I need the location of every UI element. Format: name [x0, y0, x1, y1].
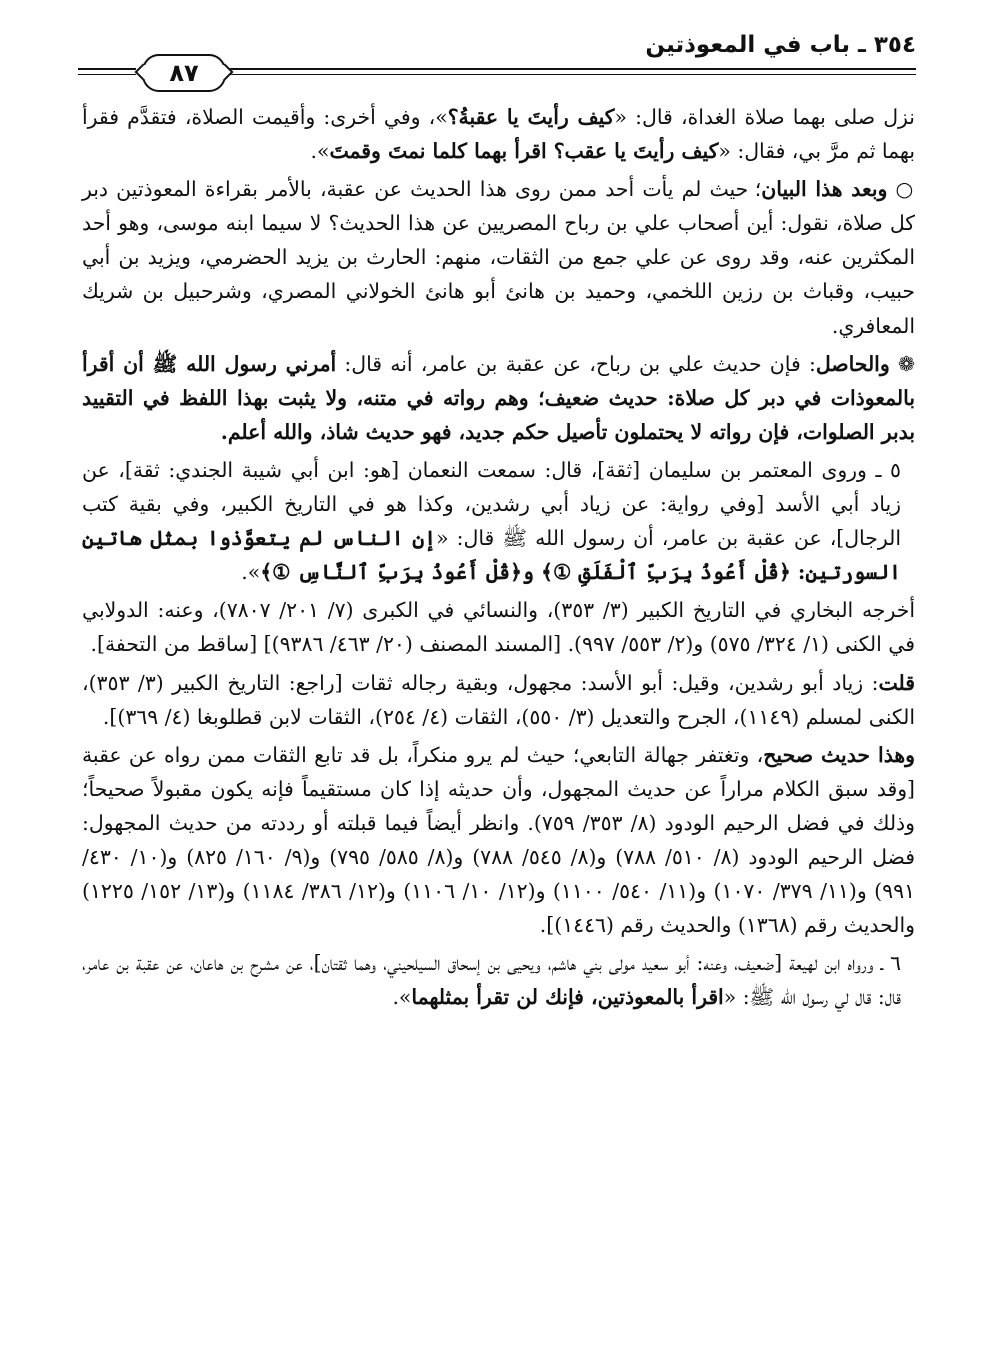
text-run: ٥ ـ وروى المعتمر بن سليمان [ثقة]، قال: سمعت النعمان [هو: ابن أبي شيبة الجندي: ثقة]، عن زياد أبي الأسد [وفي رواية: عن زياد أبي رشدين، وكذا هو في التاريخ الكبير، وفي بقية كتب الرجال]، عن عقبة بن عامر، أن رسول الله ﷺ قال: « — [82, 457, 901, 551]
page-body — [82, 100, 915, 1014]
page-header — [78, 28, 916, 92]
header-rule — [228, 68, 916, 70]
section-lead: قلت — [878, 670, 915, 695]
ornament-icon: ❁ — [889, 351, 915, 376]
paragraph — [82, 347, 915, 449]
paragraph — [82, 738, 915, 943]
header-rule — [228, 74, 916, 75]
text-run: ، وتغتفر جهالة التابعي؛ حيث لم يرو منكراً، بل قد تابع الثقات ممن رواه عن عقبة [وقد سبق الكلام مراراً عن حديث المجهول، وأن حديثه إذا كان مستقيماً فإنه يكون مقبولاً صحيحاً؛ وذلك في فضل الرحيم الودود (٨/ ٣٥٣/ ٧٥٩). وانظر أيضاً فيما قبلته أو رددته من حديث المجهول: فضل الرحيم الودود (٨/ ٥١٠/ ٧٨٨) و(٨/ ٥٤٥/ ٧٨٨) و(٨/ ٥٨٥/ ٧٩٥) و(٩/ ١٦٠/ ٨٢٥) و(١٠/ ٤٣٠/ ٩٩١) و(١١/ ٣٧٩/ ١٠٧٠) و(١١/ ٥٤٠/ ١١٠٠) و(١٢/ ١٠/ ١١٠٦) و(١٢/ ٣٨٦/ ١١٨٤) و(١٣/ ١٥٢/ ١٢٢٥) والحديث رقم (١٣٦٨) والحديث رقم (١٤٤٦)]. — [82, 742, 915, 938]
text-run: : زياد أبو رشدين، وقيل: أبو الأسد: مجهول، وبقية رجاله ثقات [راجع: التاريخ الكبير (٣/ ٣٥٣)، الكنى لمسلم (١١٤٩)، الجرح والتعديل (٣/ ٥٥٠)، الثقات (٤/ ٢٥٤)، الثقات لابن قطلوبغا (٤/ ٣٦٩)]. — [82, 670, 915, 729]
hadith-text: كيف رأيتَ يا عقبةُ؟ — [447, 105, 615, 129]
header-rule — [78, 68, 136, 70]
paragraph — [82, 172, 915, 342]
paragraph — [82, 593, 915, 661]
header-rule — [78, 74, 136, 75]
text-run: : فإن حديث علي بن رباح، عن عقبة بن عامر، أنه قال: — [336, 351, 816, 376]
chapter-title: ٣٥٤ ـ باب في المعوذتين — [645, 32, 916, 58]
page-number: ٨٧ — [142, 54, 226, 92]
paragraph — [82, 453, 915, 589]
text-run: ». — [310, 139, 330, 164]
conclusion-text: أمرني رسول الله ﷺ أن أقرأ بالمعوذات في دبر كل صلاة: حديث ضعيف؛ وهم رواته في متنه، ولا يثبت بهذا اللفظ في التقييد بدبر الصلوات، فإن رواته لا يحتملون تأصيل حكم جديد، فهو حديث شاذ، والله أعلم. — [82, 351, 915, 444]
section-lead: وبعد هذا البيان — [761, 177, 888, 202]
hadith-text: إن الناس لم يتعوَّذوا بمثل هاتين السورتين: ﴿قُلْ أَعُوذُ بِرَبِّ ٱلْفَلَقِ ①﴾ و﴿قُلْ أَعُوذُ بِرَبِّ ٱلنَّاسِ ①﴾ — [82, 526, 901, 585]
paragraph — [82, 100, 915, 168]
text-run: ». — [241, 560, 261, 585]
hadith-text: اقرأ بالمعوذتين، فإنك لن تقرأ بمثلهما — [411, 985, 724, 1010]
text-run: ». — [392, 985, 412, 1010]
text-run: ؛ حيث لم يأت أحد ممن روى هذا الحديث عن عقبة، بالأمر بقراءة المعوذتين دبر كل صلاة، نقول: أين أصحاب علي بن رباح المصريين عن هذا الحديث؟ لا سيما ابنه موسى، وهو أحد المكثرين عنه، وقد روى عن علي جمع من الثقات، منهم: الحارث بن يزيد الحضرمي، ويزيد بن أبي حبيب، وقباث بن رزين اللخمي، وحميد بن هانئ أبو هانئ الخولاني المصري، وشرحبيل بن شريك المعافري. — [82, 177, 915, 338]
circle-marker-icon: ○ — [887, 177, 915, 202]
section-lead: وهذا حديث صحيح — [763, 742, 915, 767]
section-lead: والحاصل — [815, 351, 890, 376]
text-run: ٦ ـ ورواه ابن لهيعة [ضعيف، وعنه: أبو سعيد مولى بني هاشم، ويحيى بن إسحاق السيلحيني، وهما ثقتان]، عن مشرح بن هاعان، عن عقبة بن عامر، قال: قال لي رسول الله ﷺ: « — [82, 951, 901, 1010]
hadith-text: كيف رأيتَ يا عقب؟ اقرأ بهما كلما نمتَ وقمتَ — [329, 139, 719, 164]
text-run: نزل صلى بهما صلاة الغداة، قال: « — [614, 105, 915, 129]
paragraph — [82, 946, 915, 1014]
paragraph — [82, 666, 915, 734]
takhrij-text: أخرجه البخاري في التاريخ الكبير (٣/ ٣٥٣)، والنسائي في الكبرى (٧/ ٢٠١/ ٧٨٠٧)، وعنه: الدولابي في الكنى (١/ ٣٢٤/ ٥٧٥) و(٢/ ٥٥٣/ ٩٩٧). [المسند المصنف (٢٠/ ٤٦٣/ ٩٣٨٦)] [ساقط من التحفة]. — [82, 598, 916, 657]
text-run: »، وفي أخرى: وأقيمت الصلاة، فتقدَّم فقرأ بهما ثم مرَّ بي، فقال: « — [82, 105, 915, 164]
